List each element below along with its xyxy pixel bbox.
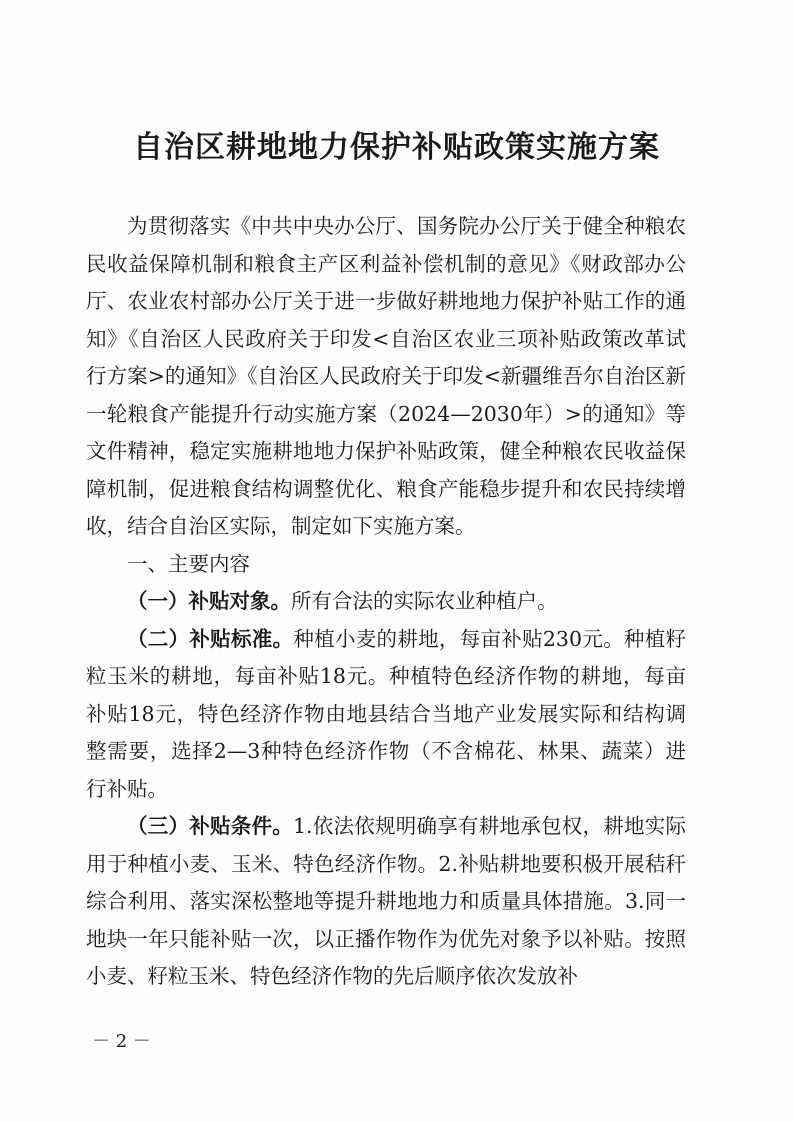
text-subsidy-target: 所有合法的实际农业种植户。 — [291, 589, 558, 613]
document-body — [86, 208, 686, 996]
paragraph-subsidy-conditions — [86, 808, 686, 996]
paragraph-subsidy-standard — [86, 621, 686, 809]
page-number: － 2 － — [92, 1031, 151, 1052]
section-heading: 一、主要内容 — [127, 551, 250, 576]
text-subsidy-conditions: 1.依法依规明确享有耕地承包权，耕地实际用于种植小麦、玉米、特色经济作物。2.补贴耕地要积极开展秸秆综合利用、落实深松整地等提升耕地地力和质量具体措施。3.同一地块一年只能补贴一次，以正播作物作为优先对象予以补贴。按照小麦、籽粒玉米、特色经济作物的先后顺序依次发放补 — [86, 814, 686, 988]
intro-paragraph: 为贯彻落实《中共中央办公厅、国务院办公厅关于健全种粮农民收益保障机制和粮食主产区利益补偿机制的意见》《财政部办公厅、农业农村部办公厅关于进一步做好耕地地力保护补贴工作的通知》《自治区人民政府关于印发<自治区农业三项补贴政策改革试行方案>的通知》《自治区人民政府关于印发<新疆维吾尔自治区新一轮粮食产能提升行动实施方案（2024—2030年）>的通知》等文件精神，稳定实施耕地地力保护补贴政策，健全种粮农民收益保障机制，促进粮食结构调整优化、粮食产能稳步提升和农民持续增收，结合自治区实际，制定如下实施方案。 — [86, 214, 686, 538]
text-subsidy-standard: 种植小麦的耕地，每亩补贴230元。种植籽粒玉米的耕地，每亩补贴18元。种植特色经济作物的耕地，每亩补贴18元，特色经济作物由地县结合当地产业发展实际和结构调整需要，选择2—3种特色经济作物（不含棉花、林果、蔬菜）进行补贴。 — [86, 626, 686, 801]
document-title: 自治区耕地地力保护补贴政策实施方案 — [133, 130, 660, 165]
paragraph-subsidy-target — [86, 583, 686, 621]
subheading-subsidy-target: （一）补贴对象。 — [127, 589, 291, 613]
subheading-subsidy-conditions: （三）补贴条件。 — [127, 814, 293, 838]
subheading-subsidy-standard: （二）补贴标准。 — [127, 626, 294, 651]
